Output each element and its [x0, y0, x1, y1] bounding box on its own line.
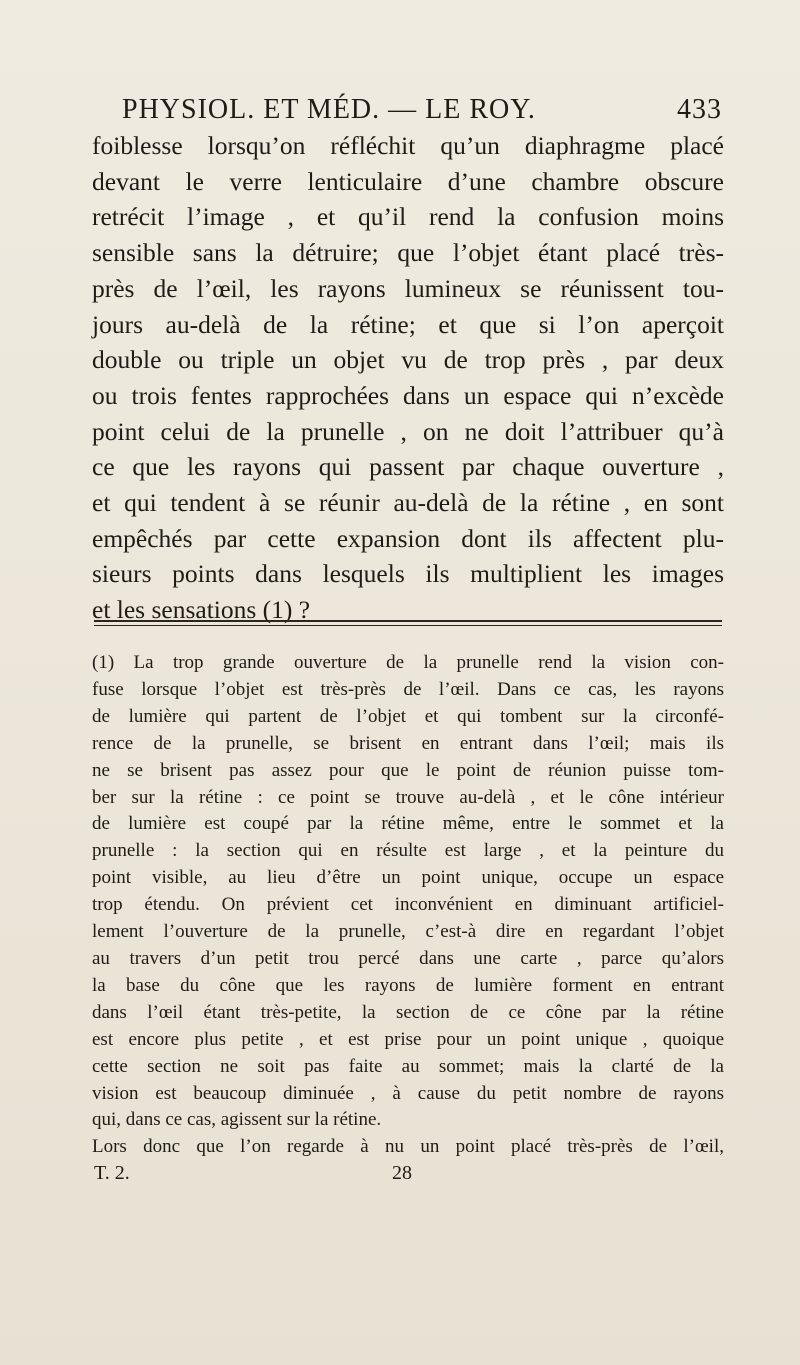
footnote-line: ber sur la rétine : ce point se trouve au-delà , et le cône intérieur [92, 786, 724, 808]
footnote-line: cette section ne soit pas faite au sommet; mais la clarté de la [92, 1055, 724, 1077]
footnote-line: point visible, au lieu d’être un point unique, occupe un espace [92, 867, 724, 889]
footnote-block [92, 650, 724, 1161]
text-line: devant le verre lenticulaire d’une chambre obscure [92, 166, 724, 196]
footnote-line: ne se brisent pas assez pour que le point de réunion puisse tom- [92, 759, 724, 781]
text-line: et qui tendent à se réunir au-delà de la rétine , en sont [92, 488, 724, 518]
text-line: ce que les rayons qui passent par chaque ouverture , [92, 452, 724, 482]
running-title: PHYSIOL. ET MÉD. — LE ROY. [122, 94, 536, 125]
text-line: sensible sans la détruire; que l’objet étant placé très- [92, 238, 724, 268]
sheet-number: 28 [392, 1162, 412, 1184]
footnote-line: au travers d’un petit trou percé dans une carte , parce qu’alors [92, 947, 724, 969]
footnote-line: de lumière qui partent de l’objet et qui tombent sur la circonfé- [92, 705, 724, 727]
footnote-line: fuse lorsque l’objet est très-près de l’œil. Dans ce cas, les rayons [92, 678, 724, 700]
text-line: foiblesse lorsqu’on réfléchit qu’un diaphragme placé [92, 131, 724, 160]
text-line: et les sensations (1) ? [92, 595, 311, 625]
page-number: 433 [677, 94, 722, 125]
text-line: empêchés par cette expansion dont ils affectent plu- [92, 523, 724, 553]
text-line: ou trois fentes rapprochées dans un espace qui n’excède [92, 380, 724, 410]
text-line: près de l’œil, les rayons lumineux se réunissent tou- [92, 273, 724, 303]
footnote-separator-rule [94, 620, 722, 622]
footnote-line: lement l’ouverture de la prunelle, c’est-à dire en regardant l’objet [92, 921, 724, 943]
footnote-line: qui, dans ce cas, agissent sur la rétine. [92, 1109, 382, 1131]
text-line: jours au-delà de la rétine; et que si l’on aperçoit [92, 309, 724, 339]
text-line: retrécit l’image , et qu’il rend la confusion moins [92, 202, 724, 232]
footnote-line: Lors donc que l’on regarde à nu un point placé très-près de l’œil, [92, 1136, 724, 1158]
footnote-line: dans l’œil étant très-petite, la section de ce cône par la rétine [92, 1001, 724, 1023]
footnote-separator-thin-rule [94, 625, 722, 626]
main-text-block [92, 128, 724, 628]
footnote-line: la base du cône que les rayons de lumière forment en entrant [92, 974, 724, 996]
footnote-line: vision est beaucoup diminuée , à cause du petit nombre de rayons [92, 1082, 724, 1104]
footnote-line: (1) La trop grande ouverture de la prunelle rend la vision con- [92, 652, 724, 673]
footnote-line: trop étendu. On prévient cet inconvénient en diminuant artificiel- [92, 894, 724, 916]
text-line: double ou triple un objet vu de trop près , par deux [92, 345, 724, 375]
signature-line [92, 1162, 724, 1192]
text-line: sieurs points dans lesquels ils multiplient les images [92, 559, 724, 589]
text-line: point celui de la prunelle , on ne doit l’attribuer qu’à [92, 416, 724, 446]
footnote-line: rence de la prunelle, se brisent en entrant dans l’œil; mais ils [92, 732, 724, 754]
volume-mark: T. 2. [94, 1162, 130, 1184]
footnote-line: est encore plus petite , et est prise pour un point unique , quoique [92, 1028, 724, 1050]
footnote-line: prunelle : la section qui en résulte est large , et la peinture du [92, 840, 724, 862]
footnote-line: de lumière est coupé par la rétine même, entre le sommet et la [92, 813, 724, 835]
